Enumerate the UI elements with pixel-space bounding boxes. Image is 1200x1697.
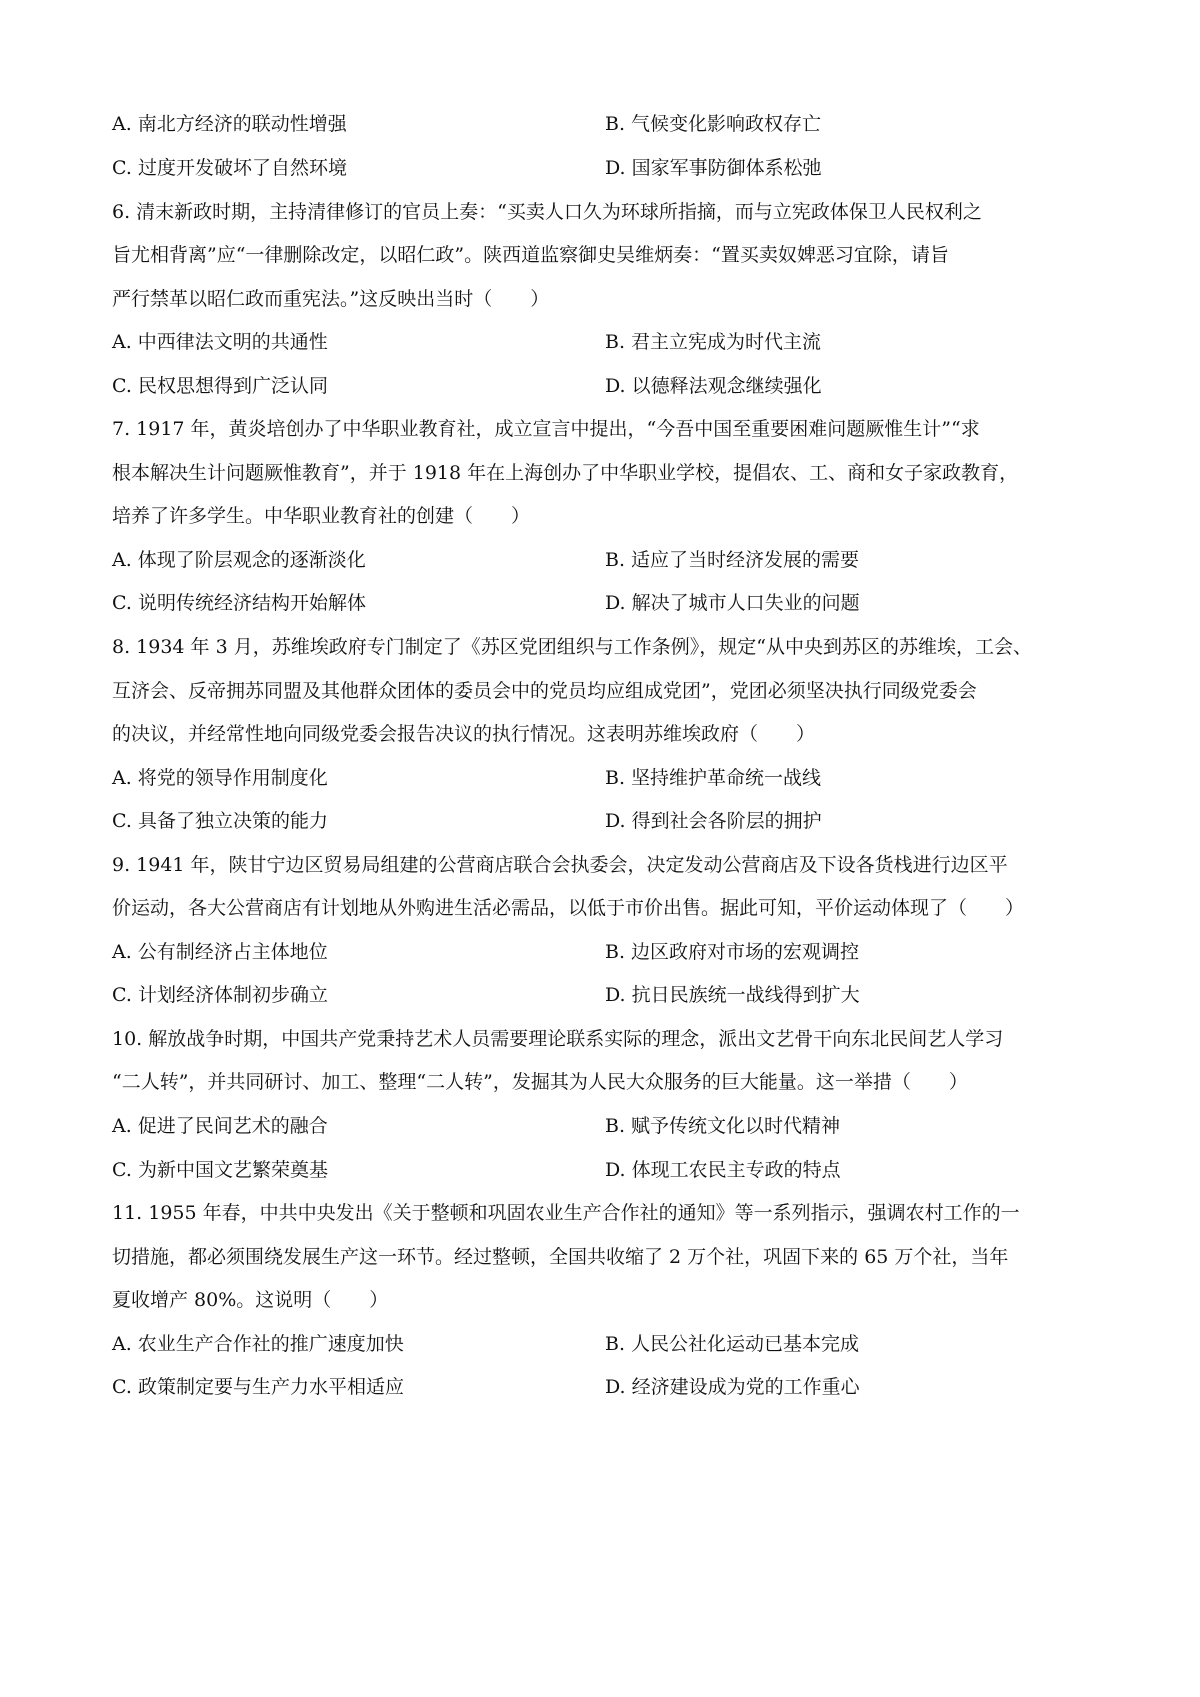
q5-option-c: C. 过度开发破坏了自然环境 [112, 157, 347, 179]
q6-stem-line-3: 严行禁革以昭仁政而重宪法。”这反映出当时（ ） [112, 288, 550, 310]
q10-option-a: A. 促进了民间艺术的融合 [112, 1115, 328, 1137]
q5-option-b: B. 气候变化影响政权存亡 [605, 113, 822, 135]
q8-stem-line-2: 互济会、反帝拥苏同盟及其他群众团体的委员会中的党员均应组成党团”，党团必须坚决执行同级党委会 [112, 680, 977, 702]
q5-options-row-2 [112, 153, 1098, 183]
q6-stem-line-1: 6. 清末新政时期，主持清律修订的官员上奏：“买卖人口久为环球所指摘，而与立宪政体保卫人民权利之 [112, 201, 982, 223]
q9-stem-line-2: 价运动，各大公营商店有计划地从外购进生活必需品，以低于市价出售。据此可知，平价运动体现了（ ） [112, 897, 1025, 919]
q9-options-row-2 [112, 980, 1098, 1010]
q8-stem-line-1: 8. 1934 年 3 月，苏维埃政府专门制定了《苏区党团组织与工作条例》，规定“从中央到苏区的苏维埃，工会、 [112, 636, 1032, 658]
q8-option-c: C. 具备了独立决策的能力 [112, 810, 328, 832]
q7-option-c: C. 说明传统经济结构开始解体 [112, 592, 366, 614]
q10-option-b: B. 赋予传统文化以时代精神 [605, 1115, 841, 1137]
q9-options-row-1 [112, 937, 1098, 967]
q6-option-d: D. 以德释法观念继续强化 [605, 375, 822, 397]
q11-stem-line-2: 切措施，都必须围绕发展生产这一环节。经过整顿，全国共收缩了 2 万个社，巩固下来的 65 万个社，当年 [112, 1246, 1009, 1268]
q6-option-c: C. 民权思想得到广泛认同 [112, 375, 328, 397]
q5-options-row-1 [112, 109, 1098, 139]
q5-option-a: A. 南北方经济的联动性增强 [112, 113, 347, 135]
q7-options-row-1 [112, 545, 1098, 575]
q11-option-c: C. 政策制定要与生产力水平相适应 [112, 1376, 404, 1398]
q11-options-row-1 [112, 1329, 1098, 1359]
q10-option-c: C. 为新中国文艺繁荣奠基 [112, 1159, 328, 1181]
q6-options-row-1 [112, 327, 1098, 357]
q11-options-row-2 [112, 1372, 1098, 1402]
q9-option-d: D. 抗日民族统一战线得到扩大 [605, 984, 860, 1006]
q9-option-a: A. 公有制经济占主体地位 [112, 941, 328, 963]
q7-option-b: B. 适应了当时经济发展的需要 [605, 549, 860, 571]
q7-options-row-2 [112, 588, 1098, 618]
q10-options-row-1 [112, 1111, 1098, 1141]
q8-option-a: A. 将党的领导作用制度化 [112, 767, 328, 789]
q11-option-a: A. 农业生产合作社的推广速度加快 [112, 1333, 404, 1355]
q8-stem-line-3: 的决议，并经常性地向同级党委会报告决议的执行情况。这表明苏维埃政府（ ） [112, 723, 816, 745]
q9-option-c: C. 计划经济体制初步确立 [112, 984, 328, 1006]
q10-options-row-2 [112, 1155, 1098, 1185]
q10-stem-line-2: “二人转”，并共同研讨、加工、整理“二人转”，发掘其为人民大众服务的巨大能量。这一举措（ ） [112, 1071, 968, 1093]
q7-option-a: A. 体现了阶层观念的逐渐淡化 [112, 549, 366, 571]
q9-stem-line-1: 9. 1941 年，陕甘宁边区贸易局组建的公营商店联合会执委会，决定发动公营商店及下设各货栈进行边区平 [112, 854, 1008, 876]
q7-stem-line-2: 根本解决生计问题厥惟教育”，并于 1918 年在上海创办了中华职业学校，提倡农、工、商和女子家政教育， [112, 462, 1019, 484]
q5-option-d: D. 国家军事防御体系松弛 [605, 157, 822, 179]
q8-options-row-1 [112, 763, 1098, 793]
q8-options-row-2 [112, 806, 1098, 836]
q7-option-d: D. 解决了城市人口失业的问题 [605, 592, 860, 614]
q11-option-d: D. 经济建设成为党的工作重心 [605, 1376, 860, 1398]
q6-options-row-2 [112, 371, 1098, 401]
q7-stem-line-3: 培养了许多学生。中华职业教育社的创建（ ） [112, 505, 531, 527]
q6-option-a: A. 中西律法文明的共通性 [112, 331, 328, 353]
q10-option-d: D. 体现工农民主专政的特点 [605, 1159, 841, 1181]
q11-stem-line-1: 11. 1955 年春，中共中央发出《关于整顿和巩固农业生产合作社的通知》等一系列指示，强调农村工作的一 [112, 1202, 1020, 1224]
q8-option-d: D. 得到社会各阶层的拥护 [605, 810, 822, 832]
q7-stem-line-1: 7. 1917 年，黄炎培创办了中华职业教育社，成立宣言中提出，“今吾中国至重要困难问题厥惟生计”“求 [112, 418, 980, 440]
q6-option-b: B. 君主立宪成为时代主流 [605, 331, 822, 353]
q6-stem-line-2: 旨尤相背离”应“一律删除改定，以昭仁政”。陕西道监察御史吴维炳奏：“置买卖奴婢恶习宜除，请旨 [112, 244, 949, 266]
q11-stem-line-3: 夏收增产 80%。这说明（ ） [112, 1289, 389, 1311]
q10-stem-line-1: 10. 解放战争时期，中国共产党秉持艺术人员需要理论联系实际的理念，派出文艺骨干向东北民间艺人学习 [112, 1028, 1004, 1050]
q8-option-b: B. 坚持维护革命统一战线 [605, 767, 822, 789]
q9-option-b: B. 边区政府对市场的宏观调控 [605, 941, 860, 963]
q11-option-b: B. 人民公社化运动已基本完成 [605, 1333, 860, 1355]
